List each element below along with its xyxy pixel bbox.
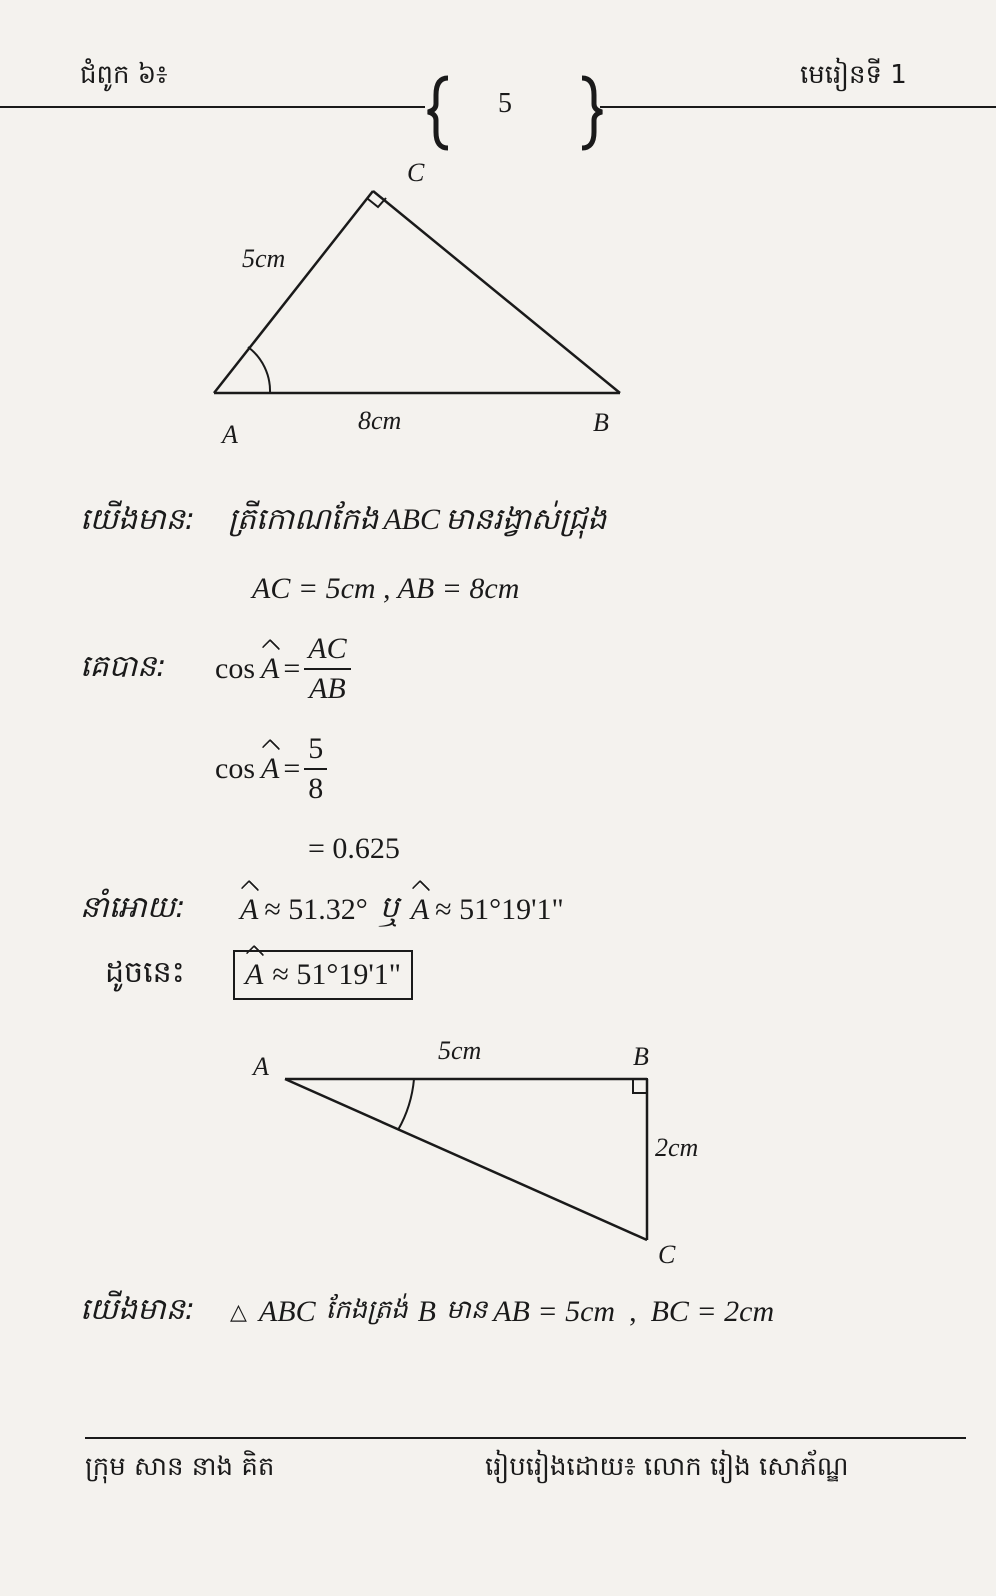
fraction-denominator: 8 bbox=[308, 772, 324, 805]
separator: , bbox=[629, 1295, 637, 1328]
lesson-label: មេរៀនទី 1 bbox=[800, 60, 907, 90]
fig2-vertex-b: B bbox=[633, 1042, 649, 1071]
measures: AC = 5cm , AB = 8cm bbox=[252, 572, 520, 605]
bc-measure: BC = 2cm bbox=[650, 1295, 775, 1328]
cos-equation-1 bbox=[80, 632, 351, 706]
brace-right bbox=[582, 78, 602, 148]
fig2-vertex-c: C bbox=[658, 1240, 676, 1269]
triangle-symbol: △ bbox=[230, 1299, 247, 1324]
equals-sign-2: = bbox=[283, 752, 301, 785]
approx-dms: ≈ 51°19'1" bbox=[435, 893, 564, 926]
angle-a-3: A bbox=[240, 893, 259, 926]
footer-group: ក្រុម សាន នាង គិត bbox=[85, 1452, 275, 1482]
fig2-side-bc-label: 2cm bbox=[655, 1133, 699, 1162]
fig2-vertex-a: A bbox=[253, 1052, 269, 1081]
page-number: 5 bbox=[498, 88, 512, 119]
tri1-side-ac bbox=[214, 191, 373, 393]
right-vertex: B bbox=[417, 1295, 436, 1328]
answer-box bbox=[233, 950, 413, 1000]
fig2-side-ab-label: 5cm bbox=[438, 1036, 482, 1065]
cos-equation-2 bbox=[215, 732, 327, 806]
angle-a-1: A bbox=[261, 652, 280, 685]
result-label: គេបាន: bbox=[80, 649, 167, 684]
equals-sign-1: = bbox=[283, 652, 301, 685]
decimal-value: = 0.625 bbox=[308, 832, 400, 865]
tri2-angle-arc-a bbox=[398, 1079, 414, 1130]
triangle-name: ABC bbox=[383, 503, 440, 536]
angle-a-5: A bbox=[245, 958, 264, 991]
fig1-vertex-b: B bbox=[593, 408, 609, 437]
conclude-label: នាំអោយ: bbox=[80, 890, 186, 925]
given-label-2: យើងមាន: bbox=[80, 1292, 195, 1327]
fraction-ac-ab bbox=[304, 632, 350, 706]
fig1-side-ab-label: 8cm bbox=[358, 406, 402, 435]
angle-a-2: A bbox=[261, 752, 280, 785]
tri2-side-ac bbox=[285, 1079, 647, 1240]
given-tail: មានរង្វាស់ជ្រុង bbox=[445, 502, 607, 537]
cos-lhs-2: cos bbox=[215, 752, 255, 785]
conclusion-line bbox=[80, 888, 564, 932]
given-label: យើងមាន: bbox=[80, 502, 195, 537]
approx-degrees: ≈ 51.32° bbox=[264, 893, 368, 926]
triangle-1 bbox=[214, 191, 620, 393]
given-text: ត្រីកោណកែង bbox=[227, 502, 379, 537]
fraction-denominator: AB bbox=[309, 672, 346, 705]
solution1-given-line bbox=[80, 500, 606, 544]
fraction-numerator: 5 bbox=[304, 732, 327, 770]
fig1-vertex-a: A bbox=[222, 420, 238, 449]
fraction-numerator: AC bbox=[304, 632, 350, 670]
chapter-label: ជំពូក ៦៖ bbox=[80, 60, 168, 90]
ab-measure: AB = 5cm bbox=[493, 1295, 616, 1328]
therefore-line bbox=[105, 950, 413, 1000]
boxed-answer: ≈ 51°19'1" bbox=[272, 958, 402, 991]
cos-lhs-1: cos bbox=[215, 652, 255, 685]
has-word: មាន bbox=[445, 1295, 488, 1325]
right-at: កែងត្រង់ bbox=[325, 1295, 408, 1325]
fraction-5-8 bbox=[304, 732, 327, 806]
therefore-label: ដូចនេះ bbox=[105, 955, 185, 990]
angle-a-4: A bbox=[410, 893, 430, 926]
footer-author: រៀបរៀងដោយ៖ លោក រៀង សោភ័ណ្ឌ bbox=[485, 1452, 849, 1482]
triangle-name-2: ABC bbox=[258, 1295, 316, 1328]
triangle-2 bbox=[285, 1079, 647, 1240]
or-word: ឬ bbox=[379, 890, 399, 925]
tri1-angle-arc-a bbox=[248, 347, 270, 393]
solution2-given-line bbox=[80, 1290, 774, 1334]
fig1-side-ac-label: 5cm bbox=[242, 244, 286, 273]
fig1-vertex-c: C bbox=[407, 158, 425, 187]
brace-left bbox=[428, 78, 448, 148]
tri1-side-cb bbox=[373, 191, 620, 393]
tri2-right-angle-mark bbox=[633, 1079, 647, 1093]
